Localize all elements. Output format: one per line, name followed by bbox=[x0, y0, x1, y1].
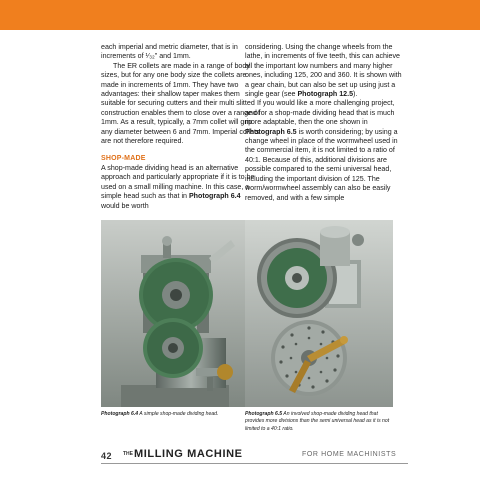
text-column-left bbox=[101, 43, 261, 211]
photo-reference: Photograph 12.5 bbox=[297, 90, 354, 99]
book-title-prefix: THE bbox=[123, 451, 133, 457]
dividing-head-illustration bbox=[101, 220, 249, 407]
photo-caption bbox=[101, 411, 251, 418]
caption-text: A simple shop-made dividing head. bbox=[138, 411, 219, 417]
photo-reference: Photograph 6.4 bbox=[188, 192, 241, 201]
dividing-head-illustration bbox=[245, 220, 393, 407]
text-column-right bbox=[245, 43, 405, 203]
caption-label: Photograph 6.4 bbox=[101, 411, 139, 417]
paragraph: A shop-made dividing head is an alternative approach and particularly appropriate if it is to be used on a small milling machine. In this case, a simple head such as that in Photograph 6.4 would be worth bbox=[101, 163, 255, 210]
photograph-dividing-head-simple bbox=[101, 220, 249, 407]
paragraph: The ER collets are made in a range of body sizes, but for any one body size the collets are made in increments of 1mm. They have two advantages: their shallow taper makes them suitable for securing cutters and their multi slitted construction enables them to close over a range of 1mm. As a result, typically, a 7mm collet will grip any diameter between 6 and 7mm. Imperial collets are not therefore required. bbox=[101, 61, 260, 146]
book-subtitle: FOR HOME MACHINISTS bbox=[302, 451, 397, 458]
page-number: 42 bbox=[101, 451, 113, 461]
photo-reference: Photograph 6.5 bbox=[245, 127, 297, 136]
caption-label: Photograph 6.5 bbox=[245, 411, 283, 417]
paragraph: considering. Using the change wheels from the lathe, in increments of five teeth, this can achieve all the important low numbers and many higher ones, including 125, 200 and 360. It is shown with a gear chain, but can also be set up using just a single gear (see Photograph 12.5). bbox=[245, 43, 402, 99]
header-color-band bbox=[0, 0, 480, 30]
paragraph: If you would like a more challenging project, and for a shop-made dividing head that is much more adaptable, then the one shown in Photograph 6.5 is worth considering; by using a change wheel in place of the wormwheel used in the commercial item, it is not limited to a ratio of 40:1. Because of this, additional divisions are possible compared to the semi universal head, including the important division of 125. The worm/wormwheel assembly can also be easily removed, and with a few simple bbox=[245, 99, 398, 202]
caption-text: An involved shop-made dividing head that provides more divisions than the semi universal head as it is not limited to a 40:1 ratio. bbox=[245, 411, 390, 432]
book-title: MILLING MACHINE bbox=[134, 448, 243, 460]
page-footer bbox=[101, 448, 401, 464]
paragraph: each imperial and metric diameter, that is in increments of ¹⁄₃₂" and 1mm. bbox=[101, 43, 238, 61]
photograph-dividing-head-involved bbox=[245, 220, 393, 407]
footer-rule bbox=[101, 463, 408, 464]
section-heading: SHOP-MADE bbox=[101, 155, 146, 163]
photo-caption bbox=[245, 411, 395, 433]
